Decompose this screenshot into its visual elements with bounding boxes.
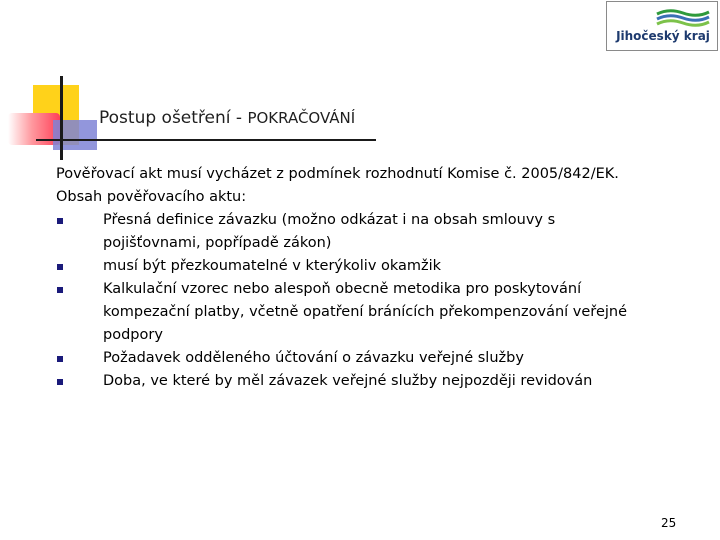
bullet-text-line: Přesná definice závazku (možno odkázat i na obsah smlouvy s [103, 212, 556, 228]
intro-line: Obsah pověřovacího aktu: [56, 189, 247, 205]
bullet-text-line: Požadavek odděleného účtování o závazku veřejné služby [103, 350, 524, 366]
bullet-marker-icon [57, 264, 63, 270]
bullet-marker-icon [57, 218, 63, 224]
bullet-text-line: musí být přezkoumatelné v kterýkoliv okamžik [103, 258, 442, 274]
jihocesky-kraj-logo [606, 1, 718, 51]
bullet-item [56, 255, 696, 278]
slide-title-caps: POKRAČOVÁNÍ [247, 109, 356, 127]
bullet-marker-icon [57, 287, 63, 293]
bullet-text-line: podpory [103, 327, 163, 343]
bullet-text-line: pojišťovnami, popřípadě zákon) [103, 235, 332, 251]
bullet-text-line: Doba, ve které by měl závazek veřejné služby nejpozději revidován [103, 373, 593, 389]
logo-waves-icon [655, 7, 711, 29]
bullet-text-line: kompezační platby, včetně opatření bránících překompenzování veřejné [103, 304, 628, 320]
bullet-marker-icon [57, 379, 63, 385]
bullet-item [56, 347, 696, 370]
slide-title-main: Postup ošetření - [99, 108, 248, 128]
bullet-item [56, 278, 696, 347]
decorative-horizontal-line [36, 139, 376, 141]
bullet-marker-icon [57, 356, 63, 362]
page-number: 25 [661, 516, 677, 530]
decorative-vertical-line [60, 76, 63, 160]
intro-line: Pověřovací akt musí vycházet z podmínek rozhodnutí Komise č. 2005/842/EK. [56, 166, 619, 182]
slide-body [56, 163, 696, 393]
bullet-item [56, 209, 696, 255]
bullet-text-line: Kalkulační vzorec nebo alespoň obecně metodika pro poskytování [103, 281, 582, 297]
slide-title [99, 108, 355, 128]
logo-text: Jihočeský kraj [616, 29, 710, 43]
bullet-item [56, 370, 696, 393]
